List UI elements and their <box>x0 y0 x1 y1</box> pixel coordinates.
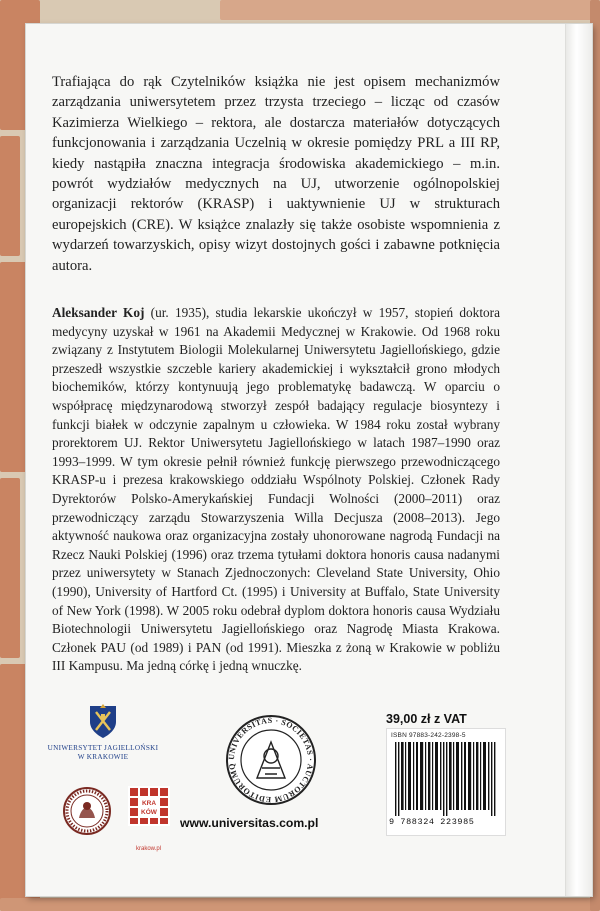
svg-text:KRA: KRA <box>141 800 157 807</box>
brick <box>0 478 20 658</box>
svg-text:KÓW: KÓW <box>141 809 157 816</box>
isbn-barcode <box>386 728 506 836</box>
pau-seal-icon <box>62 786 112 836</box>
krakow-url: krakow.pl <box>136 846 162 852</box>
pau-seal <box>62 786 112 841</box>
uj-logo <box>44 702 162 762</box>
publisher-url: www.universitas.com.pl <box>180 816 319 830</box>
universitas-seal <box>212 712 330 813</box>
seal-text: UNIVERSITAS · SOCIETAS · AUCTORUM EDITORUMQ <box>226 715 316 805</box>
book-edge <box>565 24 592 896</box>
isbn-label: ISBN 97883-242-2398-5 <box>391 732 466 739</box>
author-bio-text: (ur. 1935), studia lekarskie ukończył w 1957, stopień doktora medycyny uzyskał w 1961 na Akademii Medycznej w Krakowie. Od 1968 roku związany z Instytutem Biologii Molekularnej Uniwersytetu Jagiellońskiego, gdzie przeszedł wszystkie szczeble kariery akademickiej i wykształcił grono młodych biochemików, którzy kontynuują jego problematykę badawczą. W oparciu o współpracę międzynarodową stworzył zespół badający regulacje biosyntezy i funkcji białek w odczynie zapalnym u człowieka. W 1984 roku został wybrany prorektorem UJ. Rektor Uniwersytetu Jagiellońskiego w latach 1987–1990 oraz 1993–1999. W tym okresie pełnił również funkcję pierwszego przewodniczącego KRASP-u i prezesa krakowskiego oddziału Wspólnoty Polskiej. Członek Rady Dyrektorów Polsko-Amerykańskiej Fundacji Wolności (2000–2011) oraz przewodniczący zarządu Stowarzyszenia Willa Decjusza (2008–2013). Jego aktywność naukowa oraz organizacyjna zostały uhonorowane nagrodą Fundacji na Rzecz Nauki Polskiej (1996) oraz trzema tytułami doktora honoris causa nadanymi przez uniwersytety w Stanach Zjednoczonych: Cleveland State University, Ohio (1990), University of Hartford Ct. (1995) i University at Buffalo, State University of New York (1998). W 2005 roku odebrał dyplom doktora honoris causa Wydziału Biotechnologii Uniwersytetu Jagiellońskiego oraz Nagrodę Miasta Krakowa. Członek PAU (od 1989) i PAN (od 1991). Mieszka z żoną w Krakowie w pobliżu III Kampusu. Ma jedną córkę i jedną wnuczkę. <box>52 305 500 674</box>
krakow-logo-icon <box>128 786 170 826</box>
author-name: Aleksander Koj <box>52 305 145 320</box>
book-blurb: Trafiająca do rąk Czytelników książka nie jest opisem mechanizmów zarządzania uniwersytetem przez trzysta trzeciego – licząc od czasów Kazimierza Wielkiego – rektora, ale dostarcza materiałów dotyczących funkcjonowania i zarządzania Uczelnią w okresie pomiędzy PRL a III RP, kiedy nastąpiła znaczna integracja środowiska akademickiego – m.in. powrót wydziałów medycznych na UJ, utworzenie ogólnopolskiej organizacji rektorów (KRASP) i uaktywnienie UJ w strukturach europejskich (CRE). W książce znalazły się także osobiste wspomnienia z wydarzeń towarzyskich, opisy wizyt dostojnych gości i zabawne potknięcia autora. <box>52 74 500 274</box>
uj-name-line2: W KRAKOWIE <box>77 753 129 761</box>
krakow-logo <box>128 786 170 831</box>
uj-name-line1: UNIWERSYTET JAGIELLOŃSKI <box>47 744 159 752</box>
brick <box>220 0 600 20</box>
brick <box>0 898 600 911</box>
barcode-graphic <box>395 742 497 816</box>
barcode-digits: 9 788324 223985 <box>389 817 475 827</box>
uj-crest-icon <box>88 702 118 740</box>
brick <box>0 136 20 256</box>
author-bio <box>52 304 500 676</box>
universitas-seal-icon <box>212 712 330 808</box>
price: 39,00 zł z VAT <box>386 712 467 726</box>
